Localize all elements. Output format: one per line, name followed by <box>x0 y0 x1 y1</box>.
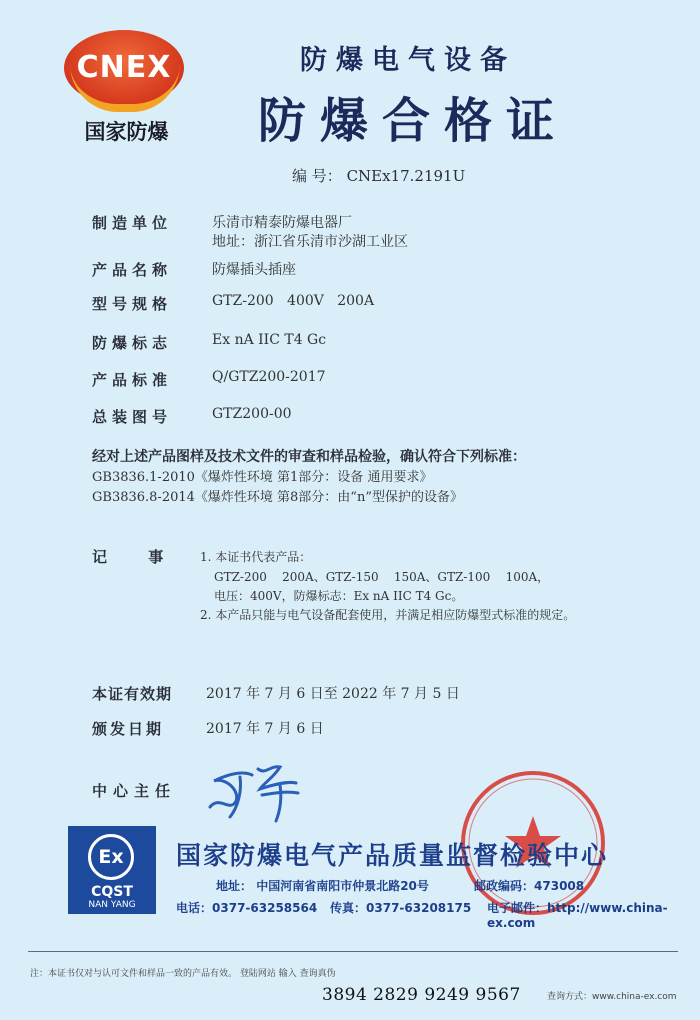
validity-label: 本证有效期 <box>92 685 173 703</box>
standard-value: Q/GTZ200-2017 <box>212 369 326 385</box>
address-value: 浙江省乐清市沙湖工业区 <box>254 234 408 250</box>
manufacturer-label: 制造单位 <box>92 214 173 232</box>
director-signature <box>200 755 330 825</box>
ex-mark-value: Ex nA IIC T4 Gc <box>212 332 327 348</box>
conformity-statement: 经对上述产品图样及技术文件的审查和样品检验，确认符合下列标准： <box>92 449 526 465</box>
ex-mark-label: 防爆标志 <box>92 334 173 352</box>
certificate-number-label: 编 号： <box>292 167 342 185</box>
manufacturer-address <box>212 231 408 251</box>
director-label: 中心主任 <box>92 782 177 800</box>
cqst-name: CQST <box>91 884 133 900</box>
issuer-address <box>216 877 429 894</box>
drawing-value: GTZ200-00 <box>212 406 292 422</box>
cqst-logo <box>68 826 156 914</box>
issuer-phone-label: 电话： <box>176 901 213 915</box>
model-value: GTZ-200 400V 200A <box>212 293 375 309</box>
certificate-number-value: CNEx17.2191U <box>346 167 466 185</box>
cqst-city: NAN YANG <box>88 900 136 910</box>
verification-url: 查询方式：www.china-ex.com <box>547 992 677 1002</box>
issue-date-value: 2017 年 7 月 6 日 <box>206 721 324 737</box>
issuer-website <box>487 899 700 930</box>
issuer-website-label: 电子邮件： <box>487 901 548 915</box>
issuer-name: 国家防爆电气产品质量监督检验中心 <box>176 841 609 870</box>
address-label: 地址： <box>212 234 254 250</box>
cnex-logo <box>64 30 194 144</box>
issuer-fax-label: 传真： <box>330 901 367 915</box>
footer-note: 注：本证书仅对与认可文件和样品一致的产品有效。 登陆网站 输入 查询真伪 <box>30 969 336 979</box>
issuer-fax-value: 0377-63208175 <box>366 901 472 915</box>
issuer-address-label: 地址： <box>216 879 253 893</box>
notes-label: 记 事 <box>92 548 182 566</box>
issue-date-label: 颁发日期 <box>92 720 165 738</box>
issuer-postcode <box>474 877 584 894</box>
product-name-label: 产品名称 <box>92 261 173 279</box>
certificate-number <box>292 165 465 186</box>
issuer-address-value: 中国河南省南阳市仲景北路20号 <box>256 879 429 893</box>
manufacturer-value: 乐清市精泰防爆电器厂 <box>212 215 352 231</box>
standard-label: 产品标准 <box>92 371 173 389</box>
drawing-label: 总装图号 <box>92 408 173 426</box>
logo-brand: CNEX <box>76 50 172 85</box>
document-subtitle: 防爆电气设备 <box>300 45 516 76</box>
note-line: GTZ-200 200A、GTZ-150 150A、GTZ-100 100A， <box>214 570 550 584</box>
model-label: 型号规格 <box>92 295 173 313</box>
product-name-value: 防爆插头插座 <box>212 262 296 278</box>
standard-item: GB3836.8-2014《爆炸性环境 第8部分：由“n”型保护的设备》 <box>92 490 463 505</box>
document-title: 防爆合格证 <box>258 93 569 149</box>
logo-subtitle: 国家防爆 <box>84 120 169 144</box>
issuer-phone <box>176 899 317 916</box>
standard-item: GB3836.1-2010《爆炸性环境 第1部分：设备 通用要求》 <box>92 470 433 485</box>
issuer-fax <box>330 899 471 916</box>
issuer-postcode-label: 邮政编码： <box>474 879 535 893</box>
note-line: 2. 本产品只能与电气设备配套使用，并满足相应防爆型式标准的规定。 <box>200 608 576 622</box>
ex-mark-icon: Ex <box>88 834 134 880</box>
issuer-phone-value: 0377-63258564 <box>212 901 318 915</box>
footer-divider <box>28 951 678 952</box>
validity-value: 2017 年 7 月 6 日至 2022 年 7 月 5 日 <box>206 686 460 702</box>
note-line: 1. 本证书代表产品： <box>200 550 312 564</box>
issuer-postcode-value: 473008 <box>534 879 585 893</box>
serial-number: 3894 2829 9249 9567 <box>322 985 521 1005</box>
issuer-website-value: http://www.china-ex.com <box>487 901 668 930</box>
note-line: 电压：400V，防爆标志：Ex nA IIC T4 Gc。 <box>214 589 464 603</box>
